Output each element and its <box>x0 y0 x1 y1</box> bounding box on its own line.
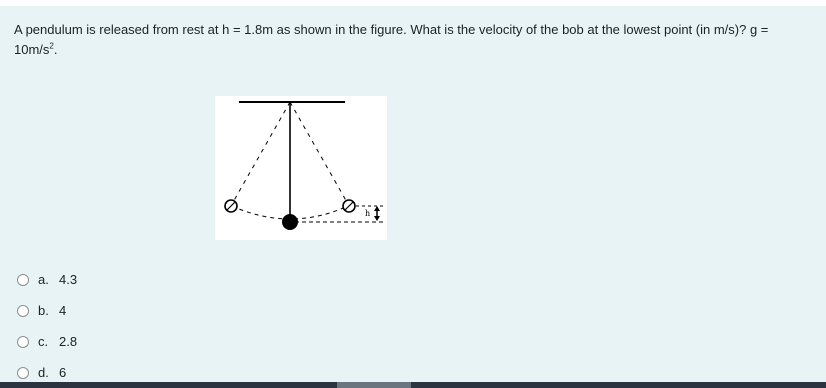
answer-letter: a. <box>38 272 49 287</box>
string-right-dashed <box>290 102 348 204</box>
scrollbar-thumb[interactable] <box>337 382 411 388</box>
question-text-end: . <box>53 42 58 57</box>
bob-lowest <box>282 214 298 230</box>
answer-value: 4.3 <box>59 272 78 287</box>
radio-button-a[interactable] <box>17 274 29 286</box>
answer-letter: b. <box>38 303 49 318</box>
height-label: h <box>365 209 371 218</box>
answer-list <box>17 264 77 388</box>
answer-option-b[interactable] <box>17 295 77 326</box>
question-box <box>0 6 826 382</box>
horizontal-scrollbar[interactable] <box>0 382 826 388</box>
string-left-dashed <box>232 102 290 204</box>
answer-value: 4 <box>59 303 67 318</box>
radio-button-b[interactable] <box>17 305 29 317</box>
answer-option-a[interactable] <box>17 264 77 295</box>
radio-button-c[interactable] <box>17 336 29 348</box>
question-text-exponent: 2 <box>49 41 54 51</box>
answer-value: 2.8 <box>59 334 78 349</box>
answer-letter: d. <box>38 365 49 380</box>
pendulum-figure <box>215 96 387 240</box>
height-arrow-head-bottom <box>374 216 380 221</box>
answer-option-c[interactable] <box>17 326 77 357</box>
pendulum-diagram <box>215 96 387 240</box>
question-text-main: A pendulum is released from rest at h = 1.8m as shown in the figure. What is the velocity of the bob at the lowest point (in m/s)? g = 10m/s <box>14 22 769 57</box>
answer-value: 6 <box>59 365 67 380</box>
answer-letter: c. <box>38 334 49 349</box>
question-text <box>14 20 814 60</box>
height-arrow-head-top <box>374 206 380 211</box>
radio-button-d[interactable] <box>17 367 29 379</box>
